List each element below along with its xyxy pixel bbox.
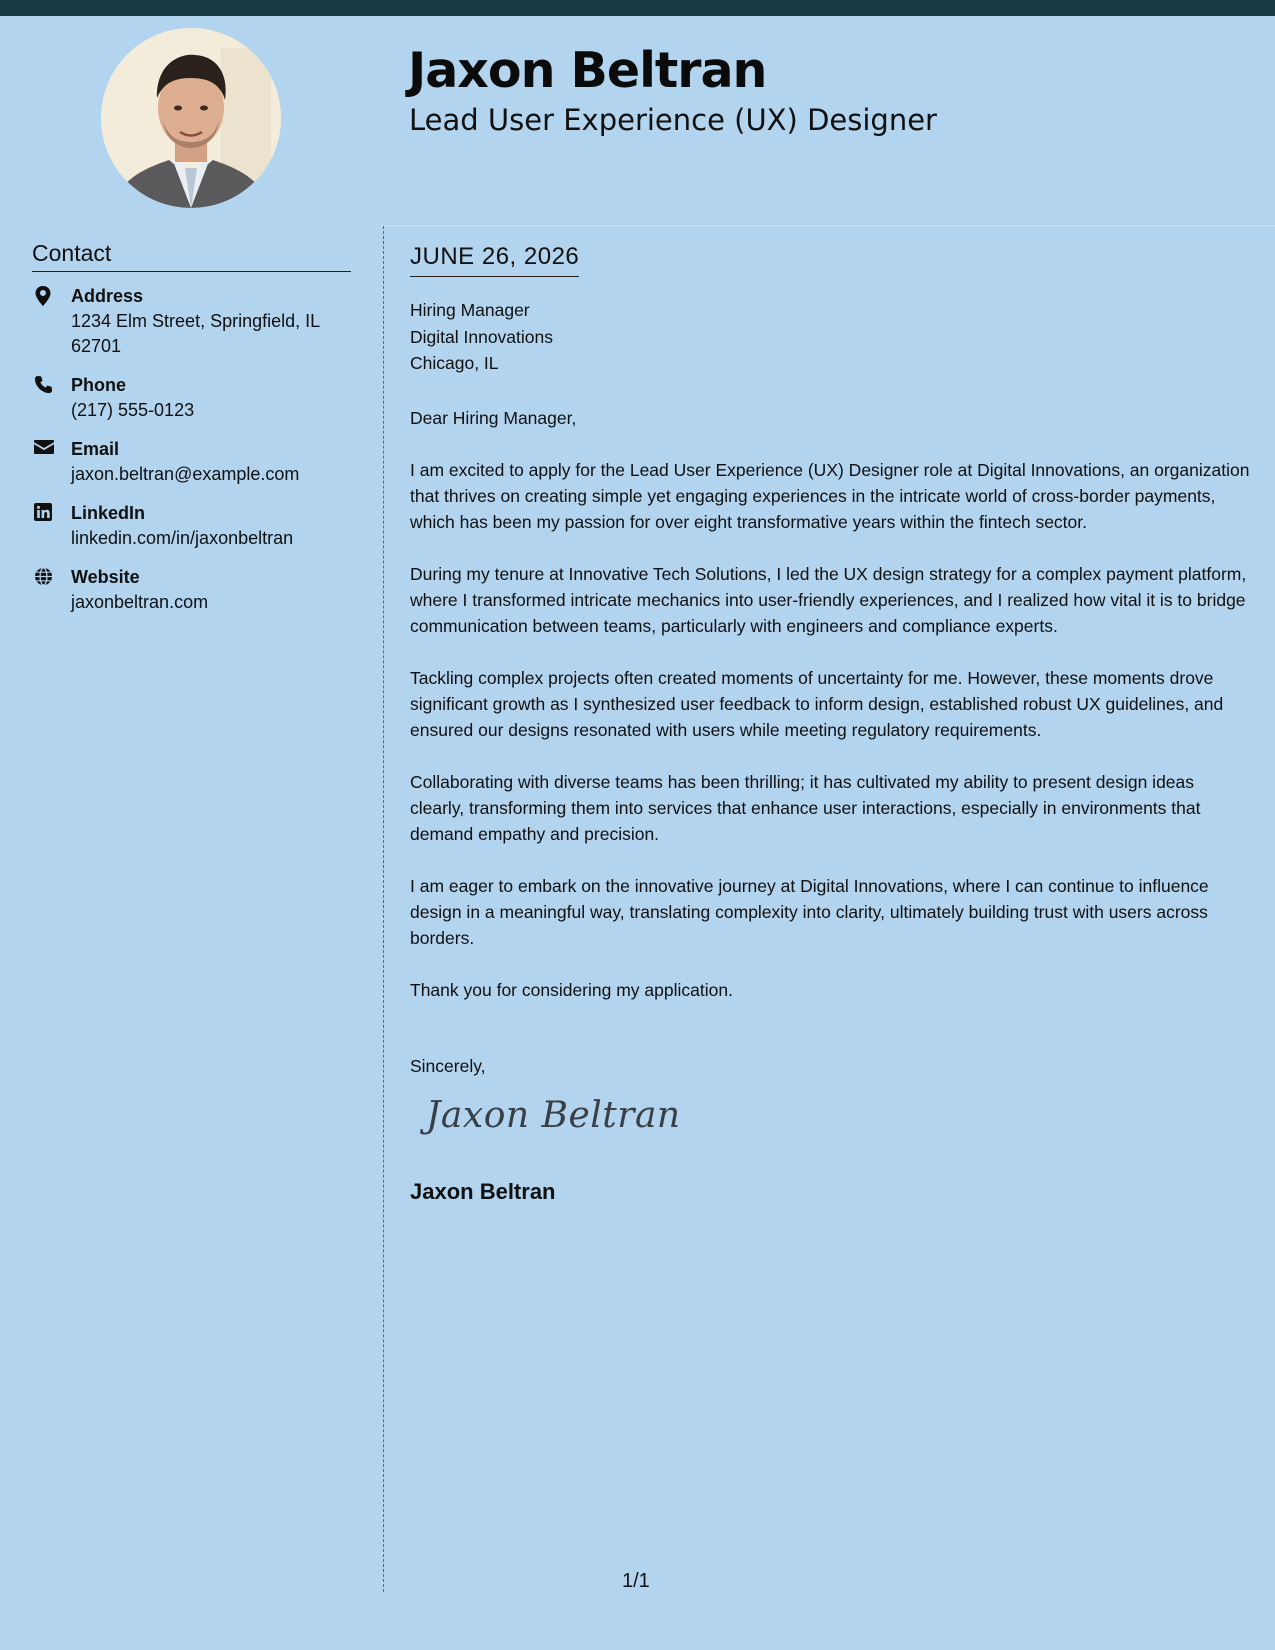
contact-list bbox=[32, 284, 352, 629]
contact-label: Website bbox=[71, 567, 140, 587]
contact-item-linkedin bbox=[32, 501, 352, 551]
linkedin-icon bbox=[34, 503, 54, 523]
profile-photo bbox=[101, 28, 281, 208]
handwritten-signature: Jaxon Beltran bbox=[426, 1094, 681, 1136]
contact-heading: Contact bbox=[32, 240, 351, 272]
job-title: Lead User Experience (UX) Designer bbox=[409, 103, 937, 137]
recipient-line: Chicago, IL bbox=[410, 353, 499, 373]
letter-body bbox=[410, 242, 1250, 1205]
map-pin-icon bbox=[34, 286, 54, 306]
phone-icon bbox=[34, 375, 54, 395]
salutation: Dear Hiring Manager, bbox=[410, 407, 577, 428]
page-number: 1/1 bbox=[622, 1570, 650, 1592]
thanks-line: Thank you for considering my application. bbox=[410, 979, 733, 1000]
top-accent-bar bbox=[0, 0, 1275, 16]
recipient-line: Digital Innovations bbox=[410, 326, 553, 347]
letter-paragraph: Collaborating with diverse teams has been thrilling; it has cultivated my ability to present design ideas clearly, transforming them into services that enhance user interactions, especially in environments that demand empathy and precision. bbox=[410, 771, 1201, 844]
closing-line: Sincerely, bbox=[410, 1055, 486, 1076]
contact-item-email bbox=[32, 437, 352, 487]
recipient-line: Hiring Manager bbox=[410, 300, 530, 320]
letter-date: JUNE 26, 2026 bbox=[410, 242, 579, 277]
contact-value: 1234 Elm Street, Springfield, IL 62701 bbox=[71, 311, 320, 356]
contact-item-website bbox=[32, 565, 352, 615]
contact-value: (217) 555-0123 bbox=[71, 400, 195, 420]
contact-value[interactable]: linkedin.com/in/jaxonbeltran bbox=[71, 528, 294, 548]
contact-item-phone bbox=[32, 373, 352, 423]
letter-paragraph: During my tenure at Innovative Tech Solutions, I led the UX design strategy for a complex payment platform, where I transformed intricate mechanics into user-friendly experiences, and I realized how vital it is to bridge communication between teams, particularly with engineers and compliance experts. bbox=[410, 563, 1247, 636]
letter-paragraph: Tackling complex projects often created moments of uncertainty for me. However, these moments drove significant growth as I synthesized user feedback to inform design, established robust UX guidelines, and ensured our designs resonated with users while meeting regulatory requirements. bbox=[410, 667, 1224, 740]
contact-value[interactable]: jaxon.beltran@example.com bbox=[71, 464, 300, 484]
envelope-icon bbox=[34, 439, 54, 459]
globe-icon bbox=[34, 567, 54, 587]
contact-label: Phone bbox=[71, 375, 127, 395]
candidate-name: Jaxon Beltran bbox=[408, 42, 767, 99]
letter-paragraph: I am eager to embark on the innovative journey at Digital Innovations, where I can continue to influence design in a meaningful way, translating complexity into clarity, ultimately building trust with users across borders. bbox=[410, 875, 1209, 948]
recipient-block bbox=[410, 297, 1250, 377]
contact-label: Email bbox=[71, 439, 120, 459]
contact-item-address bbox=[32, 284, 352, 359]
column-divider bbox=[383, 226, 384, 1592]
contact-label: Address bbox=[71, 286, 144, 306]
contact-label: LinkedIn bbox=[71, 503, 146, 523]
contact-value[interactable]: jaxonbeltran.com bbox=[71, 592, 209, 612]
signoff-name: Jaxon Beltran bbox=[410, 1178, 556, 1204]
header-divider bbox=[384, 225, 1275, 226]
letter-paragraph: I am excited to apply for the Lead User Experience (UX) Designer role at Digital Innovations, an organization that thrives on creating simple yet engaging experiences in the intricate world of cross-border payments, which has been my passion for over eight transformative years within the fintech sector. bbox=[410, 459, 1250, 532]
